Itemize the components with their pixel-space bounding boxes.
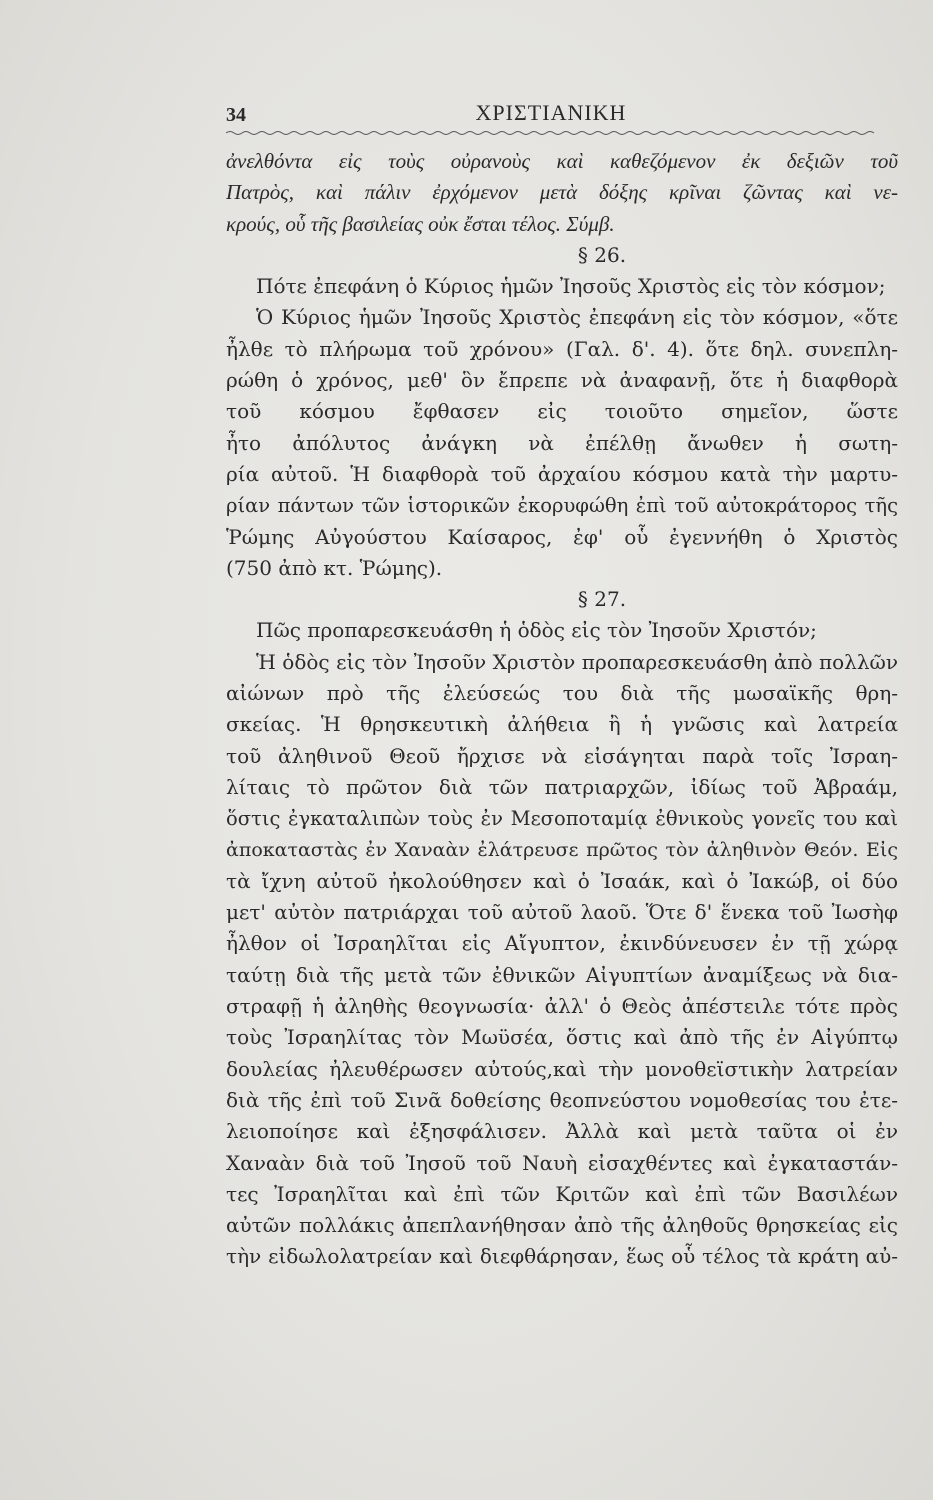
text-line: δουλείας ἠλευθέρωσεν αὐτούς,καὶ τὴν μονοθεϊστικὴν λατρείαν bbox=[226, 1056, 898, 1081]
text-line: ἀποκαταστὰς ἐν Χαναὰν ἐλάτρευσε πρῶτος τὸν ἀληθινὸν Θεόν. Εἰς bbox=[226, 838, 898, 861]
text-line: κρούς, οὗ τῆς βασιλείας οὐκ ἔσται τέλος. Σύμβ. bbox=[226, 211, 615, 236]
text-line: τοῦ ἀληθινοῦ Θεοῦ ἤρχισε νὰ εἰσάγηται παρὰ τοῖς Ἰσραη- bbox=[226, 743, 898, 768]
question-line: Πῶς προπαρεσκευάσθη ἡ ὁδὸς εἰς τὸν Ἰησοῦν Χριστόν; bbox=[256, 618, 817, 643]
text-line: Πατρὸς, καὶ πάλιν ἐρχόμενον μετὰ δόξης κρῖναι ζῶντας καὶ νε- bbox=[226, 180, 898, 205]
text-line: τες Ἰσραηλῖται καὶ ἐπὶ τῶν Κριτῶν καὶ ἐπὶ τῶν Βασιλέων bbox=[226, 1181, 898, 1206]
text-line: ἀνελθόντα εἰς τοὺς οὐρανοὺς καὶ καθεζόμενον ἐκ δεξιῶν τοῦ bbox=[226, 149, 898, 173]
text-line: λίταις τὸ πρῶτον διὰ τῶν πατριαρχῶν, ἰδίως τοῦ Ἀβραάμ, bbox=[226, 774, 898, 799]
text-line: λειοποίησε καὶ ἐξησφάλισεν. Ἀλλὰ καὶ μετὰ ταῦτα οἱ ἐν bbox=[226, 1119, 898, 1144]
text-line: αἰώνων πρὸ τῆς ἐλεύσεώς του διὰ τῆς μωσαϊκῆς θρη- bbox=[226, 681, 898, 706]
text-line: τοῦ κόσμου ἔφθασεν εἰς τοιοῦτο σημεῖον, ὥστε bbox=[226, 399, 898, 424]
text-line: αὐτῶν πολλάκις ἀπεπλανήθησαν ἀπὸ τῆς ἀληθοῦς θρησκείας εἰς bbox=[226, 1213, 898, 1238]
text-line: σκείας. Ἡ θρησκευτικὴ ἀλήθεια ἢ ἡ γνῶσις καὶ λατρεία bbox=[226, 712, 898, 737]
text-line: τοὺς Ἰσραηλίτας τὸν Μωϋσέα, ὅστις καὶ ἀπὸ τῆς ἐν Αἰγύπτῳ bbox=[226, 1025, 898, 1050]
section-heading: § 27. bbox=[577, 587, 627, 612]
text-line: τὰ ἴχνη αὐτοῦ ἠκολούθησεν καὶ ὁ Ἰσαάκ, καὶ ὁ Ἰακώβ, οἱ δύο bbox=[226, 868, 898, 893]
text-line: τὴν εἰδωλολατρείαν καὶ διεφθάρησαν, ἕως οὗ τέλος τὰ κράτη αὐ- bbox=[226, 1244, 898, 1269]
text-line: στραφῇ ἡ ἀληθὴς θεογνωσία· ἀλλ' ὁ Θεὸς ἀπέστειλε τότε πρὸς bbox=[226, 994, 898, 1019]
page-header bbox=[226, 100, 876, 132]
text-line: Χαναὰν διὰ τοῦ Ἰησοῦ τοῦ Ναυὴ εἰσαχθέντες καὶ ἐγκαταστάν- bbox=[226, 1150, 898, 1175]
text-line: ταύτῃ διὰ τῆς μετὰ τῶν ἐθνικῶν Αἰγυπτίων ἀναμίξεως νὰ δια- bbox=[226, 962, 898, 987]
question-line: Πότε ἐπεφάνη ὁ Κύριος ἡμῶν Ἰησοῦς Χριστὸς εἰς τὸν κόσμον; bbox=[256, 274, 886, 299]
text-line: ἦλθον οἱ Ἰσραηλῖται εἰς Αἴγυπτον, ἐκινδύνευσεν ἐν τῇ χώρᾳ bbox=[226, 931, 898, 956]
text-line: ἦτο ἀπόλυτος ἀνάγκη νὰ ἐπέλθῃ ἄνωθεν ἡ σωτη- bbox=[226, 430, 898, 455]
text-line: ρώθη ὁ χρόνος, μεθ' ὃν ἔπρεπε νὰ ἀναφανῇ, ὅτε ἡ διαφθορὰ bbox=[226, 368, 898, 393]
text-line: Ἡ ὁδὸς εἰς τὸν Ἰησοῦν Χριστὸν προπαρεσκευάσθη ἀπὸ πολλῶν bbox=[256, 649, 898, 674]
running-title: ΧΡΙΣΤΙΑΝΙΚΗ bbox=[475, 100, 627, 125]
section-heading: § 26. bbox=[577, 242, 627, 267]
text-line: διὰ τῆς ἐπὶ τοῦ Σινᾶ δοθείσης θεοπνεύστου νομοθεσίας του ἐτε- bbox=[226, 1087, 898, 1112]
page-number: 34 bbox=[226, 104, 246, 126]
text-line: ρία αὐτοῦ. Ἡ διαφθορὰ τοῦ ἀρχαίου κόσμου κατὰ τὴν μαρτυ- bbox=[226, 461, 898, 486]
text-line: μετ' αὐτὸν πατριάρχαι τοῦ αὐτοῦ λαοῦ. Ὅτε δ' ἕνεκα τοῦ Ἰωσὴφ bbox=[226, 900, 898, 925]
text-line: (750 ἀπὸ κτ. Ῥώμης). bbox=[226, 555, 443, 580]
text-line: Ῥώμης Αὐγούστου Καίσαρος, ἐφ' οὗ ἐγεννήθη ὁ Χριστὸς bbox=[226, 524, 898, 549]
header-rule bbox=[226, 130, 876, 136]
text-line: ρίαν πάντων τῶν ἱστορικῶν ἐκορυφώθη ἐπὶ τοῦ αὐτοκράτορος τῆς bbox=[226, 494, 898, 518]
text-line: ἦλθε τὸ πλήρωμα τοῦ χρόνου» (Γαλ. δ'. 4). ὅτε δηλ. συνεπλη- bbox=[226, 336, 898, 361]
text-line: Ὁ Κύριος ἡμῶν Ἰησοῦς Χριστὸς ἐπεφάνη εἰς τὸν κόσμον, «ὅτε bbox=[256, 305, 898, 330]
text-line: ὅστις ἐγκαταλιπὼν τοὺς ἐν Μεσοποταμίᾳ ἐθνικοὺς γονεῖς του καὶ bbox=[226, 807, 898, 831]
body-text bbox=[226, 146, 898, 1273]
